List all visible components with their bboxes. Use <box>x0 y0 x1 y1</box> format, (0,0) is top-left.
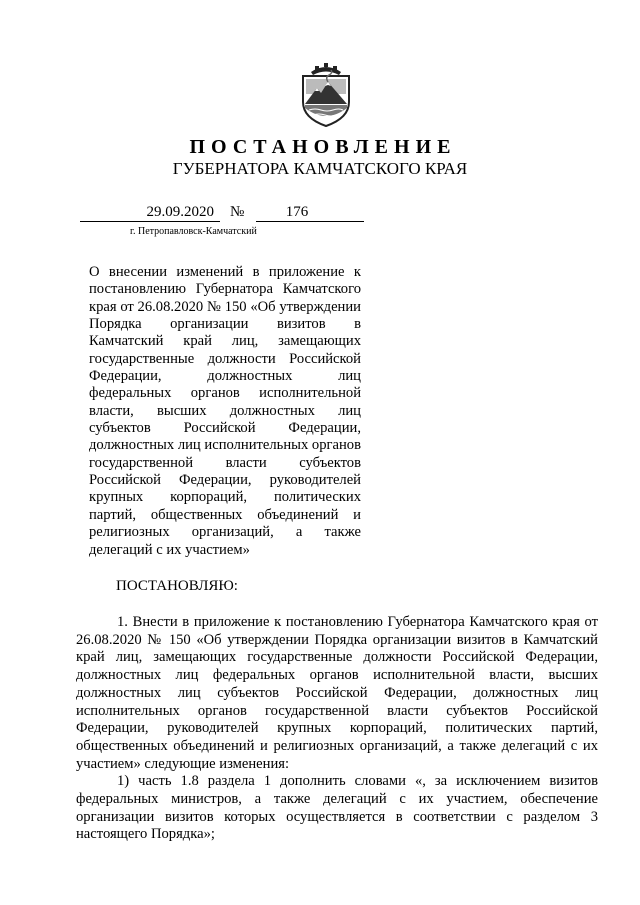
document-subject: О внесении изменений в приложение к постановлению Губернатора Камчатского края от 26.08.2020 № 150 «Об утверждении Порядка организации визитов в Камчатский край лиц, замещающих государственные должности Российской Федерации, должностных лиц федеральных органов исполнительной власти, высших должностных лиц субъектов Российской Федерации, должностных лиц исполнительных органов государственной власти субъектов Российской Федерации, руководителей крупных корпораций, политических партий, общественных объединений и религиозных организаций, а также делегаций с их участием» <box>89 264 361 558</box>
body-paragraph: 1) часть 1.8 раздела 1 дополнить словами «, за исключением визитов федеральных министров, а также делегаций с их участием, обеспечение организации визитов которых осуществляется в соответствии с разделом 3 настоящего Порядка»; <box>76 773 598 843</box>
document-type-title: ПОСТАНОВЛЕНИЕ <box>189 136 457 158</box>
document-body <box>76 614 598 844</box>
decree-word: ПОСТАНОВЛЯЮ: <box>116 578 238 594</box>
issuer-title: ГУБЕРНАТОРА КАМЧАТСКОГО КРАЯ <box>172 159 468 178</box>
number-sign: № <box>230 204 245 220</box>
document-number: 176 <box>256 204 364 222</box>
kamchatka-coat-of-arms-icon <box>297 60 355 128</box>
body-paragraph: 1. Внести в приложение к постановлению Губернатора Камчатского края от 26.08.2020 № 150 «Об утверждении Порядка организации визитов в Камчатский край лиц, замещающих государственные должности Российской Федерации, должностных лиц федеральных органов исполнительной власти, высших должностных лиц субъектов Российской Федерации, должностных лиц исполнительных органов государственной власти субъектов Российской Федерации, руководителей крупных корпораций, политических партий, общественных объединений и религиозных организаций, а также делегаций с их участием» следующие изменения: <box>76 614 598 772</box>
document-date: 29.09.2020 <box>80 204 220 222</box>
city-label: г. Петропавловск-Камчатский <box>130 226 257 237</box>
